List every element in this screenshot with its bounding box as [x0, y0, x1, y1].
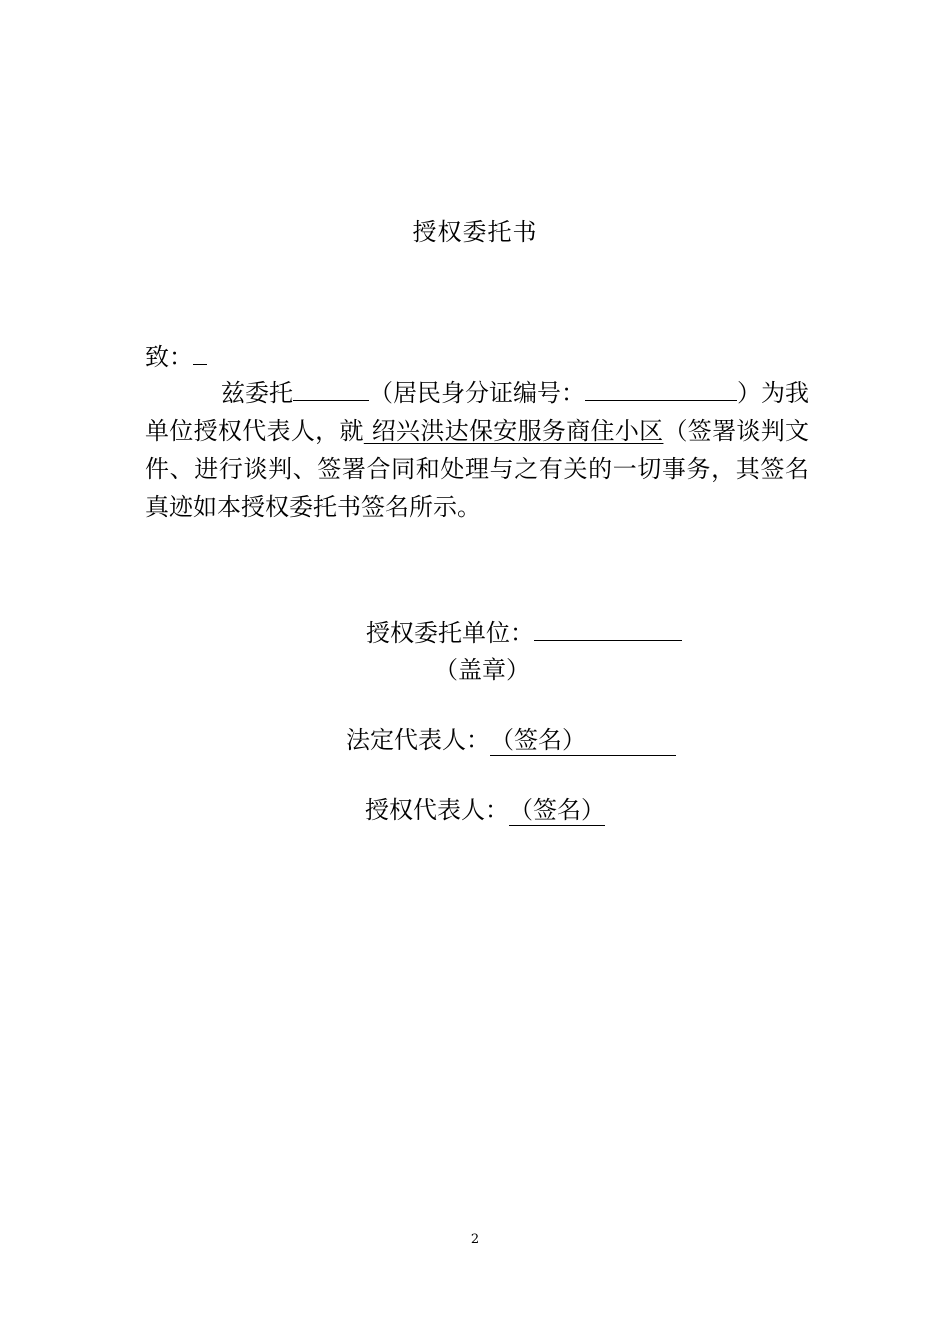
authorization-paragraph: [145, 374, 809, 526]
page-number: 2: [470, 1232, 480, 1247]
salutation-label: 致：: [145, 343, 193, 371]
body-part-3: ）为我单位授权代表人，就: [145, 379, 809, 445]
body-part-2: （居民身分证编号：: [369, 379, 585, 407]
id-number-blank: [585, 374, 737, 401]
seal-note: （盖章）: [434, 656, 530, 684]
project-name: 绍兴洪达保安服务商住小区: [363, 417, 664, 445]
authorized-representative-signature: （签名）: [509, 796, 605, 824]
legal-representative-line: [346, 722, 676, 758]
authorizing-unit-line: [366, 614, 682, 651]
authorized-representative-label: 授权代表人：: [365, 796, 509, 824]
body-part-4: （签署谈判文件、进行谈判、签署合同和处理与之有关的一切事务，其签名真迹如本授权委托书签名所示。: [145, 417, 810, 521]
salutation-line: [145, 338, 207, 375]
authorizing-unit-label: 授权委托单位：: [366, 619, 534, 647]
delegate-name-blank: [293, 374, 369, 401]
authorizing-unit-blank: [534, 614, 682, 641]
document-title: 授权委托书: [412, 218, 538, 246]
legal-representative-signature: （签名）: [490, 725, 676, 756]
recipient-blank: [193, 338, 207, 365]
legal-representative-label: 法定代表人：: [346, 726, 490, 754]
body-part-1: 兹委托: [221, 379, 293, 407]
authorized-representative-line: [365, 792, 605, 828]
